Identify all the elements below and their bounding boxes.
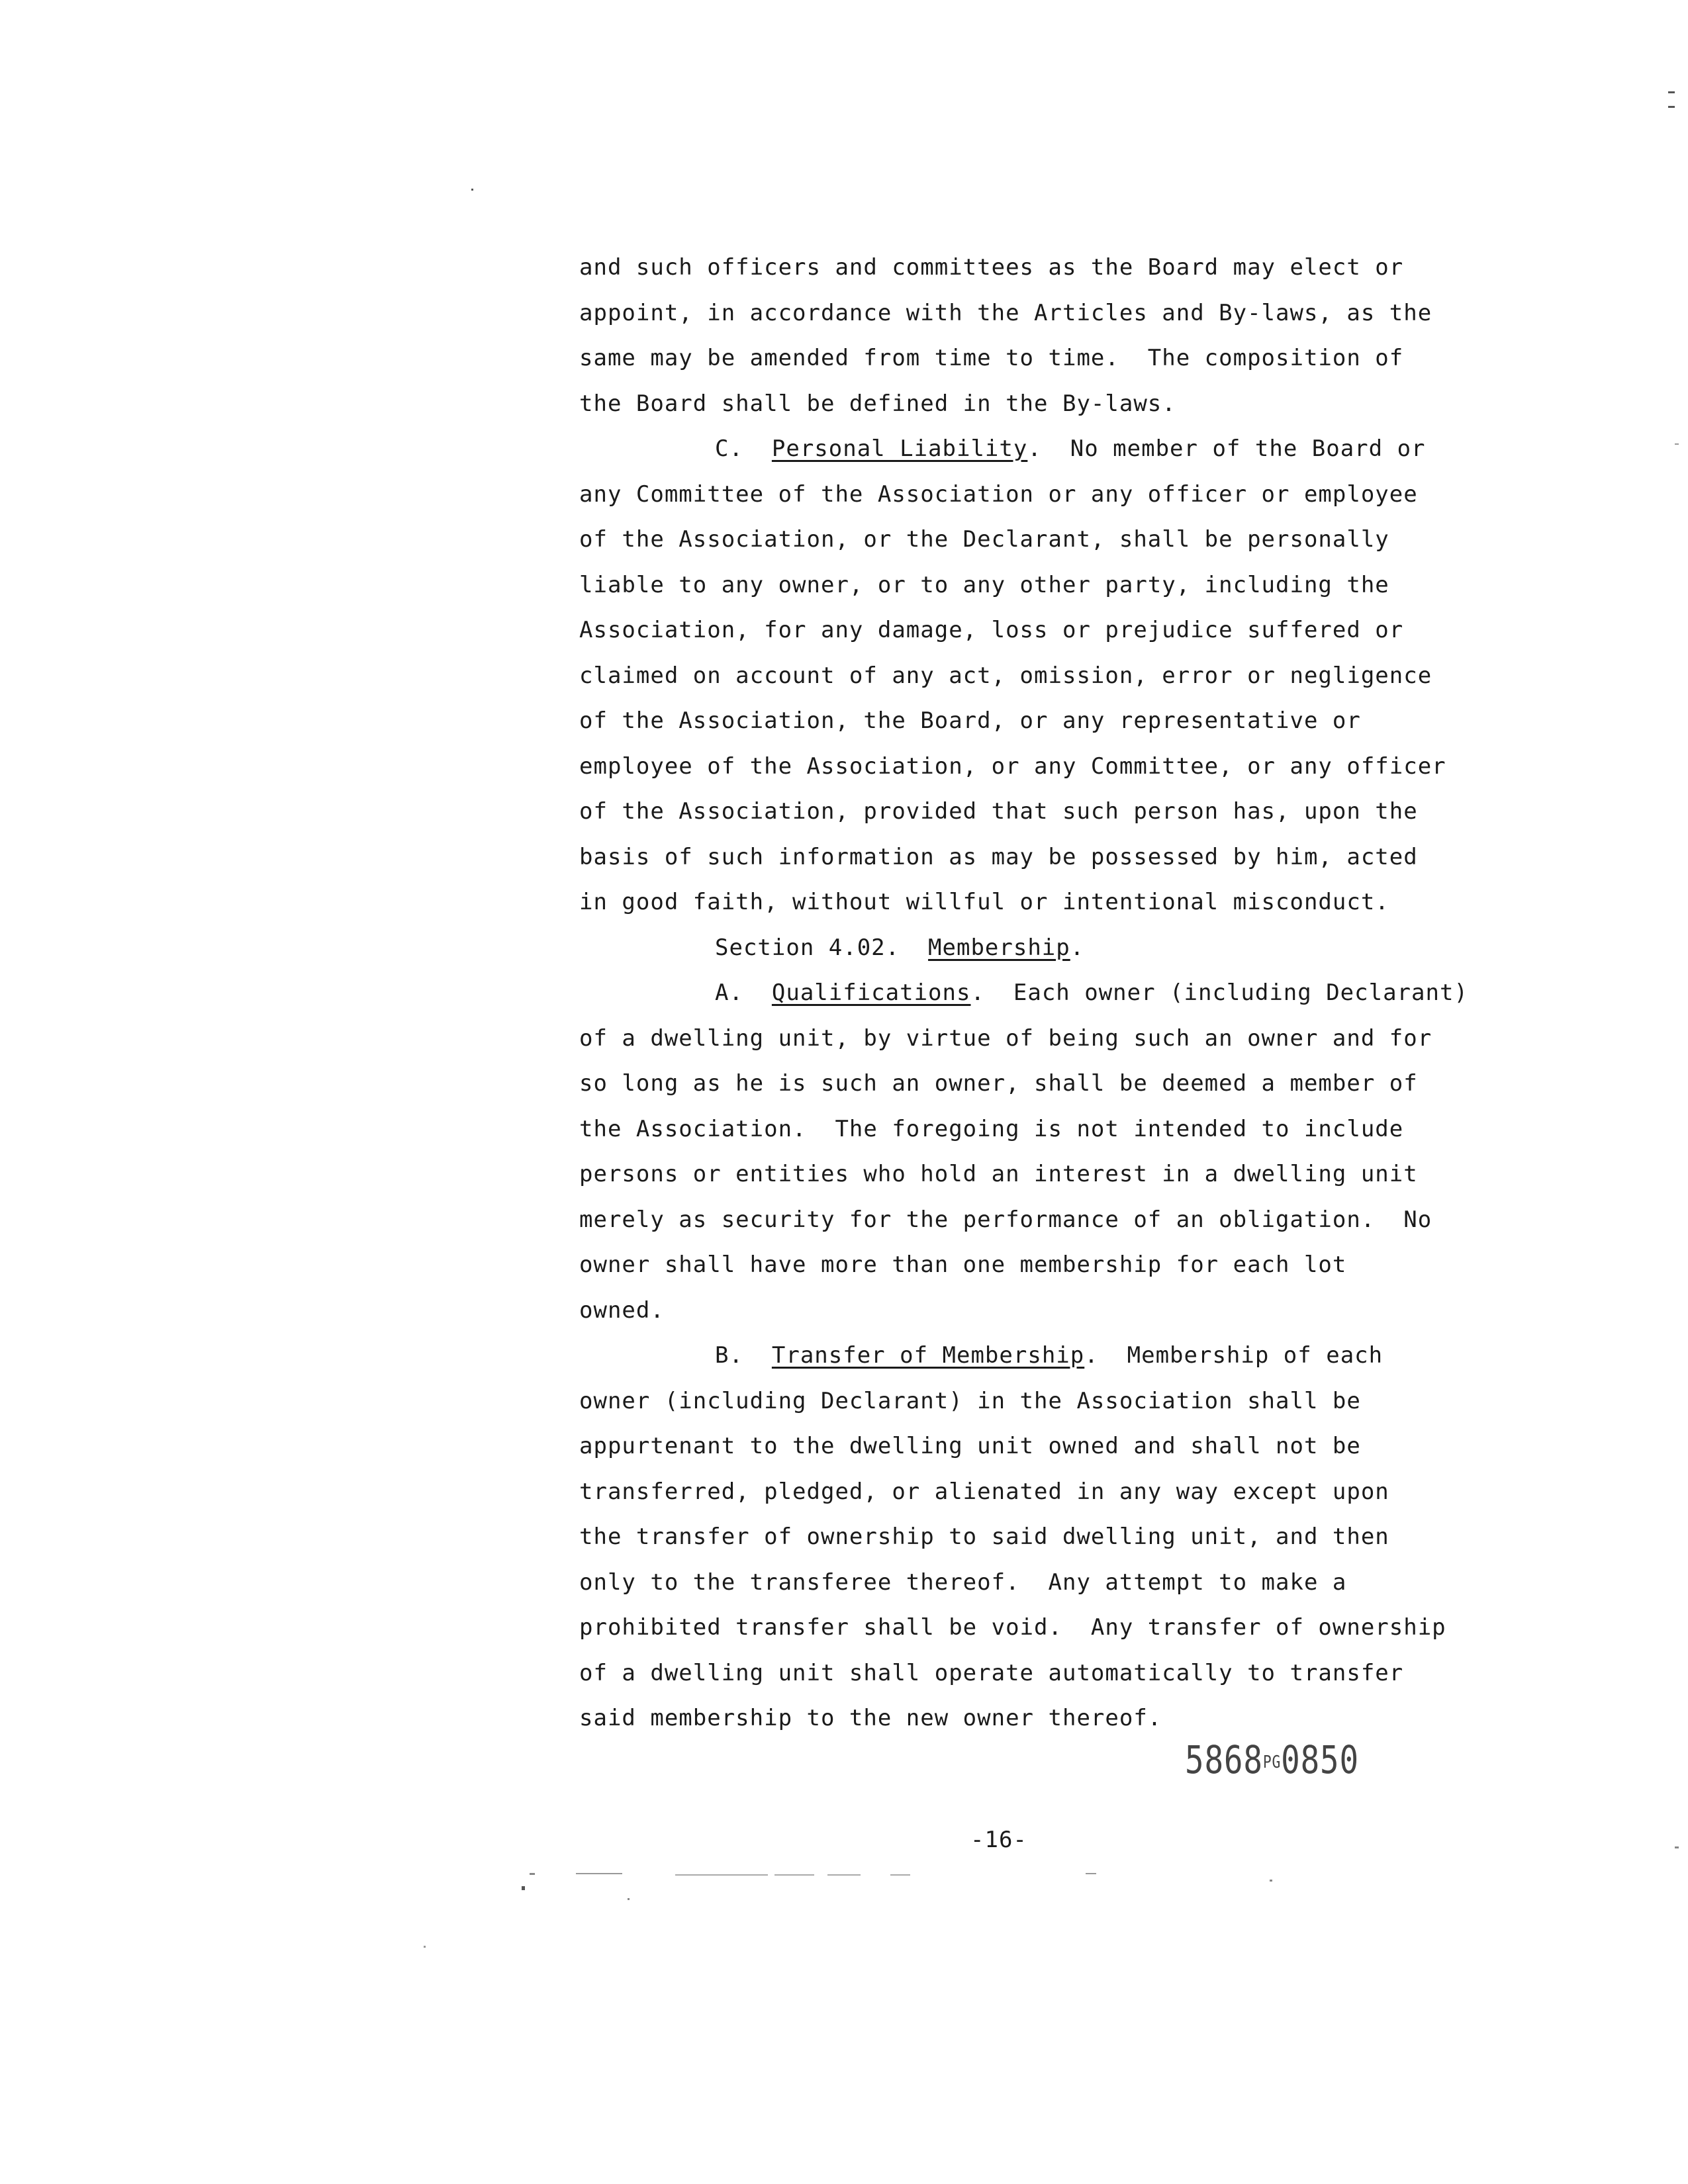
section-a-heading-line <box>579 970 1479 1016</box>
body-line: employee of the Association, or any Committee, or any officer <box>579 752 1446 780</box>
body-line: said membership to the new owner thereof. <box>579 1705 1162 1731</box>
body-line: claimed on account of any act, omission, error or negligence <box>579 662 1432 689</box>
body-text: . No member of the Board or <box>1027 435 1426 462</box>
body-line: same may be amended from time to time. The composition of <box>579 345 1404 371</box>
section-heading: Transfer of Membership <box>771 1342 1085 1369</box>
body-line: merely as security for the performance of an obligation. No <box>579 1206 1432 1233</box>
section-heading: Personal Liability <box>771 435 1028 462</box>
body-line: prohibited transfer shall be void. Any transfer of ownership <box>579 1614 1446 1641</box>
body-line: of a dwelling unit, by virtue of being such an owner and for <box>579 1024 1432 1052</box>
section-number: Section 4.02. <box>715 934 929 961</box>
body-line: of the Association, or the Declarant, shall be personally <box>579 526 1389 553</box>
book-number: 5868 <box>1185 1737 1263 1782</box>
section-c-heading-line <box>579 426 1479 472</box>
body-line: owner shall have more than one membership for each lot <box>579 1251 1347 1278</box>
body-line: the Board shall be defined in the By-laws. <box>579 390 1176 417</box>
body-line: appoint, in accordance with the Articles and By-laws, as the <box>579 299 1432 326</box>
scan-artifact <box>1668 106 1675 108</box>
item-letter: B. <box>715 1342 772 1369</box>
body-line: the Association. The foregoing is not intended to include <box>579 1115 1404 1142</box>
scan-artifact <box>530 1873 535 1875</box>
scan-artifact <box>890 1874 910 1876</box>
item-letter: C. <box>715 435 772 462</box>
body-line: so long as he is such an owner, shall be deemed a member of <box>579 1070 1418 1097</box>
body-text: . <box>1070 934 1085 961</box>
body-line: any Committee of the Association or any officer or employee <box>579 480 1418 508</box>
body-line: and such officers and committees as the Board may elect or <box>579 254 1404 281</box>
scan-artifact <box>675 1874 768 1876</box>
body-line: of the Association, the Board, or any representative or <box>579 707 1361 734</box>
recording-stamp-number <box>1185 1737 1359 1782</box>
scan-artifact <box>522 1886 525 1890</box>
scan-artifact <box>471 189 473 191</box>
scan-artifact <box>1668 91 1675 93</box>
body-line: persons or entities who hold an interest in a dwelling unit <box>579 1161 1418 1187</box>
body-line: transferred, pledged, or alienated in any way except upon <box>579 1478 1389 1505</box>
body-text: . Membership of each <box>1084 1342 1383 1369</box>
body-line: liable to any owner, or to any other party, including the <box>579 571 1389 598</box>
item-letter: A. <box>715 979 772 1006</box>
scan-artifact <box>774 1874 814 1876</box>
scan-artifact <box>1270 1880 1272 1882</box>
page-separator: PG <box>1262 1752 1282 1772</box>
body-line: in good faith, without willful or intentional misconduct. <box>579 889 1389 915</box>
body-line: owned. <box>579 1297 665 1324</box>
scan-artifact <box>1675 1846 1679 1848</box>
scan-artifact <box>1086 1873 1096 1874</box>
body-line: basis of such information as may be possessed by him, acted <box>579 843 1418 870</box>
section-heading: Membership <box>928 934 1070 961</box>
page-ref-number: 0850 <box>1281 1737 1359 1782</box>
document-body <box>579 245 1479 1741</box>
page-number: -16- <box>970 1827 1027 1853</box>
section-4-02-heading-line <box>579 925 1479 971</box>
body-line: only to the transferee thereof. Any attempt to make a <box>579 1569 1347 1596</box>
body-text: . Each owner (including Declarant) <box>970 979 1468 1006</box>
body-line: appurtenant to the dwelling unit owned and shall not be <box>579 1433 1361 1459</box>
scan-artifact <box>424 1946 426 1948</box>
body-line: of the Association, provided that such person has, upon the <box>579 798 1418 825</box>
body-line: Association, for any damage, loss or prejudice suffered or <box>579 617 1404 643</box>
body-line: of a dwelling unit shall operate automatically to transfer <box>579 1659 1404 1686</box>
scan-artifact <box>827 1874 861 1876</box>
body-line: owner (including Declarant) in the Association shall be <box>579 1387 1361 1414</box>
scan-artifact <box>628 1898 630 1900</box>
scan-artifact <box>576 1873 622 1874</box>
body-line: the transfer of ownership to said dwelling unit, and then <box>579 1524 1389 1550</box>
section-heading: Qualifications <box>771 979 971 1006</box>
section-b-heading-line <box>579 1333 1479 1379</box>
scan-artifact <box>1675 443 1679 445</box>
